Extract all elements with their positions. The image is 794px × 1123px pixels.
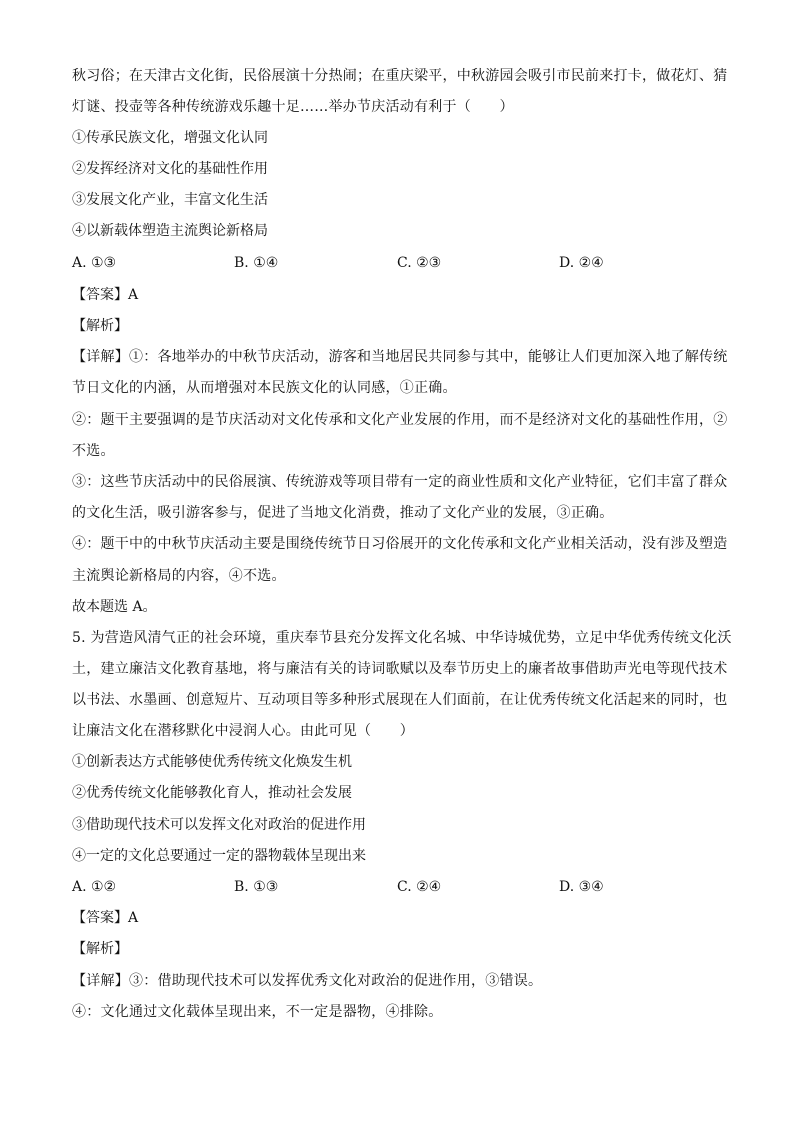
q4-stem-line-1: 秋习俗；在天津古文化街，民俗展演十分热闹；在重庆梁平，中秋游园会吸引市民前来打卡，做花灯、猜 [72, 68, 728, 84]
q4-analysis-line-7: ④：题干中的中秋节庆活动主要是围绕传统节日习俗展开的文化传承和文化产业相关活动，没有涉及塑造 [72, 536, 728, 552]
q4-stem-line-2: 灯谜、投壶等各种传统游戏乐趣十足……举办节庆活动有利于（ ） [72, 99, 514, 115]
q5-statement-2: ②优秀传统文化能够教化育人，推动社会发展 [72, 785, 352, 801]
q5-stem-line-2: 土，建立廉洁文化教育基地，将与廉洁有关的诗词歌赋以及奉节历史上的廉者故事借助声光电等现代技术 [72, 661, 728, 677]
q4-choice-b: B. ①④ [234, 255, 279, 271]
q4-conclusion: 故本题选 A。 [72, 599, 157, 615]
q4-analysis-label: 【解析】 [72, 318, 128, 334]
q5-choice-d: D. ③④ [559, 879, 604, 895]
q4-analysis-line-8: 主流舆论新格局的内容，④不选。 [72, 568, 286, 584]
q4-analysis-line-6: 的文化生活，吸引游客参与，促进了当地文化消费，推动了文化产业的发展，③正确。 [72, 505, 614, 521]
q4-answer [72, 284, 732, 306]
q4-statement-3: ③发展文化产业，丰富文化生活 [72, 192, 268, 208]
q5-choice-a: A. ①② [72, 879, 117, 895]
q4-choice-c: C. ②③ [397, 255, 442, 271]
q5-statement-3: ③借助现代技术可以发挥文化对政治的促进作用 [72, 817, 366, 833]
q4-analysis-line-3: ②：题干主要强调的是节庆活动对文化传承和文化产业发展的作用，而不是经济对文化的基础性作用，② [72, 412, 728, 428]
q4-choice-d: D. ②④ [559, 255, 604, 271]
q4-statement-1: ①传承民族文化，增强文化认同 [72, 130, 268, 146]
q5-stem-line-1: 5. 为营造风清气正的社会环境，重庆奉节县充分发挥文化名城、中华诗城优势，立足中华优秀传统文化沃 [72, 630, 732, 646]
q5-analysis-line-1: 【详解】③：借助现代技术可以发挥优秀文化对政治的促进作用，③错误。 [72, 973, 543, 989]
q5-analysis-label: 【解析】 [72, 941, 128, 957]
q4-answer-value: A [128, 287, 139, 303]
q4-choice-a: A. ①③ [72, 255, 117, 271]
q4-analysis-line-4: 不选。 [72, 443, 115, 459]
q5-stem-line-4: 让廉洁文化在潜移默化中浸润人心。由此可见（ ） [72, 723, 414, 739]
q4-answer-label: 【答案】 [72, 287, 128, 303]
q5-stem-line-3: 以书法、水墨画、创意短片、互动项目等多种形式展现在人们面前，在让优秀传统文化活起来的同时，也 [72, 692, 728, 708]
q5-statement-1: ①创新表达方式能够使优秀传统文化焕发生机 [72, 754, 352, 770]
q4-statement-2: ②发挥经济对文化的基础性作用 [72, 161, 268, 177]
q4-statement-4: ④以新载体塑造主流舆论新格局 [72, 223, 268, 239]
q5-answer [72, 907, 732, 929]
q5-choice-c: C. ②④ [397, 879, 442, 895]
q4-analysis-line-1: 【详解】①：各地举办的中秋节庆活动，游客和当地居民共同参与其中，能够让人们更加深入地了解传统 [72, 349, 728, 365]
q4-analysis-line-2: 节日文化的内涵，从而增强对本民族文化的认同感，①正确。 [72, 380, 457, 396]
q4-analysis-line-5: ③：这些节庆活动中的民俗展演、传统游戏等项目带有一定的商业性质和文化产业特征，它们丰富了群众 [72, 474, 728, 490]
q5-answer-label: 【答案】 [72, 910, 128, 926]
q5-answer-value: A [128, 910, 139, 926]
q5-choice-b: B. ①③ [234, 879, 279, 895]
q5-statement-4: ④一定的文化总要通过一定的器物载体呈现出来 [72, 848, 366, 864]
q5-analysis-line-2: ④：文化通过文化载体呈现出来，不一定是器物，④排除。 [72, 1004, 443, 1020]
